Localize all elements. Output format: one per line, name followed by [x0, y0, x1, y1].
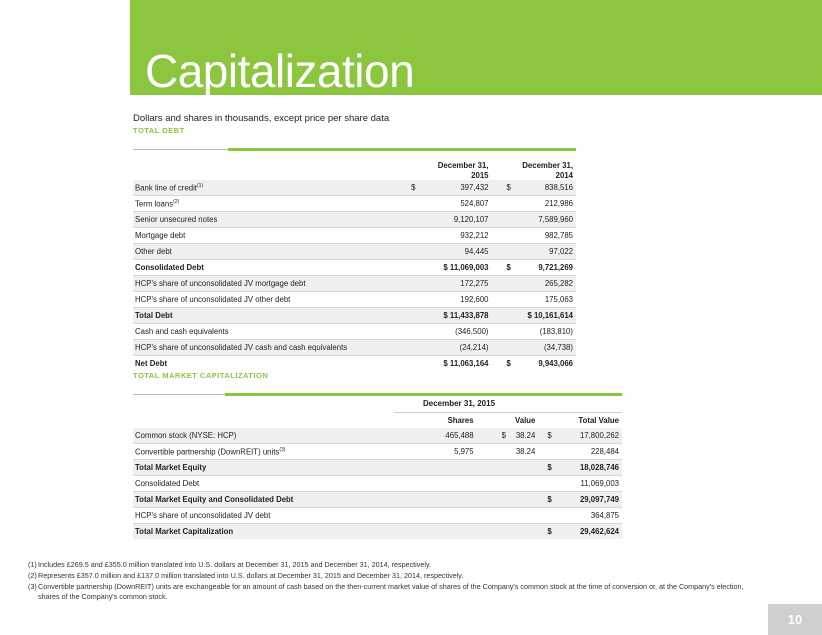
- table-header-row: [133, 413, 622, 428]
- table-row: HCP's share of unconsolidated JV other debt 192,600 175,063: [133, 292, 576, 308]
- footnotes: [28, 560, 758, 603]
- col-header-dec-2014: December 31, 2014: [522, 161, 573, 180]
- page-title: Capitalization: [145, 45, 415, 97]
- table-row: Senior unsecured notes 9,120,107 7,589,960: [133, 212, 576, 228]
- table-row: HCP's share of unconsolidated JV debt 364,875: [133, 508, 622, 524]
- section-divider: [133, 394, 225, 395]
- table-row: Total Market Equity $ 18,028,746: [133, 460, 622, 476]
- col-header-shares: Shares: [447, 416, 474, 425]
- footnote: (3) Convertible partnership (DownREIT) units are exchangeable for an amount of cash based on the then-current market value of shares of the Company's common stock at the time of conversion or, at the Company's election, shares of the Company's common stock.: [28, 582, 744, 601]
- table-row: Mortgage debt 932,212 982,785: [133, 228, 576, 244]
- col-header-dec-2015: December 31, 2015: [437, 161, 489, 180]
- table-row: HCP's share of unconsolidated JV cash and cash equivalents (24,214) (34,738): [133, 340, 576, 356]
- section-divider: [133, 149, 228, 150]
- table-row: Total Market Equity and Consolidated Debt $ 29,097,749: [133, 492, 622, 508]
- page-number-box: [768, 604, 822, 635]
- table-row: Other debt 94,445 97,022: [133, 244, 576, 260]
- table-row: Common stock (NYSE: HCP) 465,488 $ 38.24 $ 17,800,262: [133, 428, 622, 444]
- table-row: Consolidated Debt $ 11,069,003 $ 9,721,269: [133, 260, 576, 276]
- page-subtitle: Dollars and shares in thousands, except price per share data: [133, 113, 390, 124]
- table-row: Bank line of credit$^{(1)}$ $ 397,432 $ 838,516: [133, 180, 576, 196]
- total-debt-table: [133, 154, 576, 371]
- page-number: 10: [787, 612, 803, 627]
- market-cap-section-label: TOTAL MARKET CAPITALIZATION: [133, 371, 269, 380]
- table-row: Total Debt $ 11,433,878 $ 10,161,614: [133, 308, 576, 324]
- table-header-row: [133, 154, 576, 180]
- footnote: (2) Represents £357.0 million and £137.0 million translated into U.S. dollars at December 31, 2015 and December 31, 2014, respectively.: [28, 571, 464, 580]
- table-row: Term loans$^{(2)}$ 524,807 212,986: [133, 196, 576, 212]
- table-row: Cash and cash equivalents (346,500) (183,810): [133, 324, 576, 340]
- section-divider-accent: [225, 393, 622, 396]
- total-debt-section-label: TOTAL DEBT: [133, 126, 185, 135]
- table-row: Total Market Capitalization $ 29,462,624: [133, 524, 622, 540]
- section-divider-accent: [228, 148, 576, 151]
- table-row: Convertible partnership (DownREIT) units$^{(3)}$ 5,975 38.24 228,484: [133, 444, 622, 460]
- market-cap-date-header: December 31, 2015: [422, 399, 496, 408]
- table-row: Consolidated Debt 11,069,003: [133, 476, 622, 492]
- footnote: (1) Includes £269.5 and £355.0 million translated into U.S. dollars at December 31, 2015 and December 31, 2014, respectively.: [28, 560, 432, 569]
- table-row: Net Debt $ 11,063,164 $ 9,943,066: [135, 359, 573, 368]
- table-row: HCP's share of unconsolidated JV mortgage debt 172,275 265,282: [133, 276, 576, 292]
- col-header-value: Value: [514, 416, 536, 425]
- col-header-total-value: Total Value: [578, 416, 619, 425]
- market-cap-table: [133, 413, 622, 539]
